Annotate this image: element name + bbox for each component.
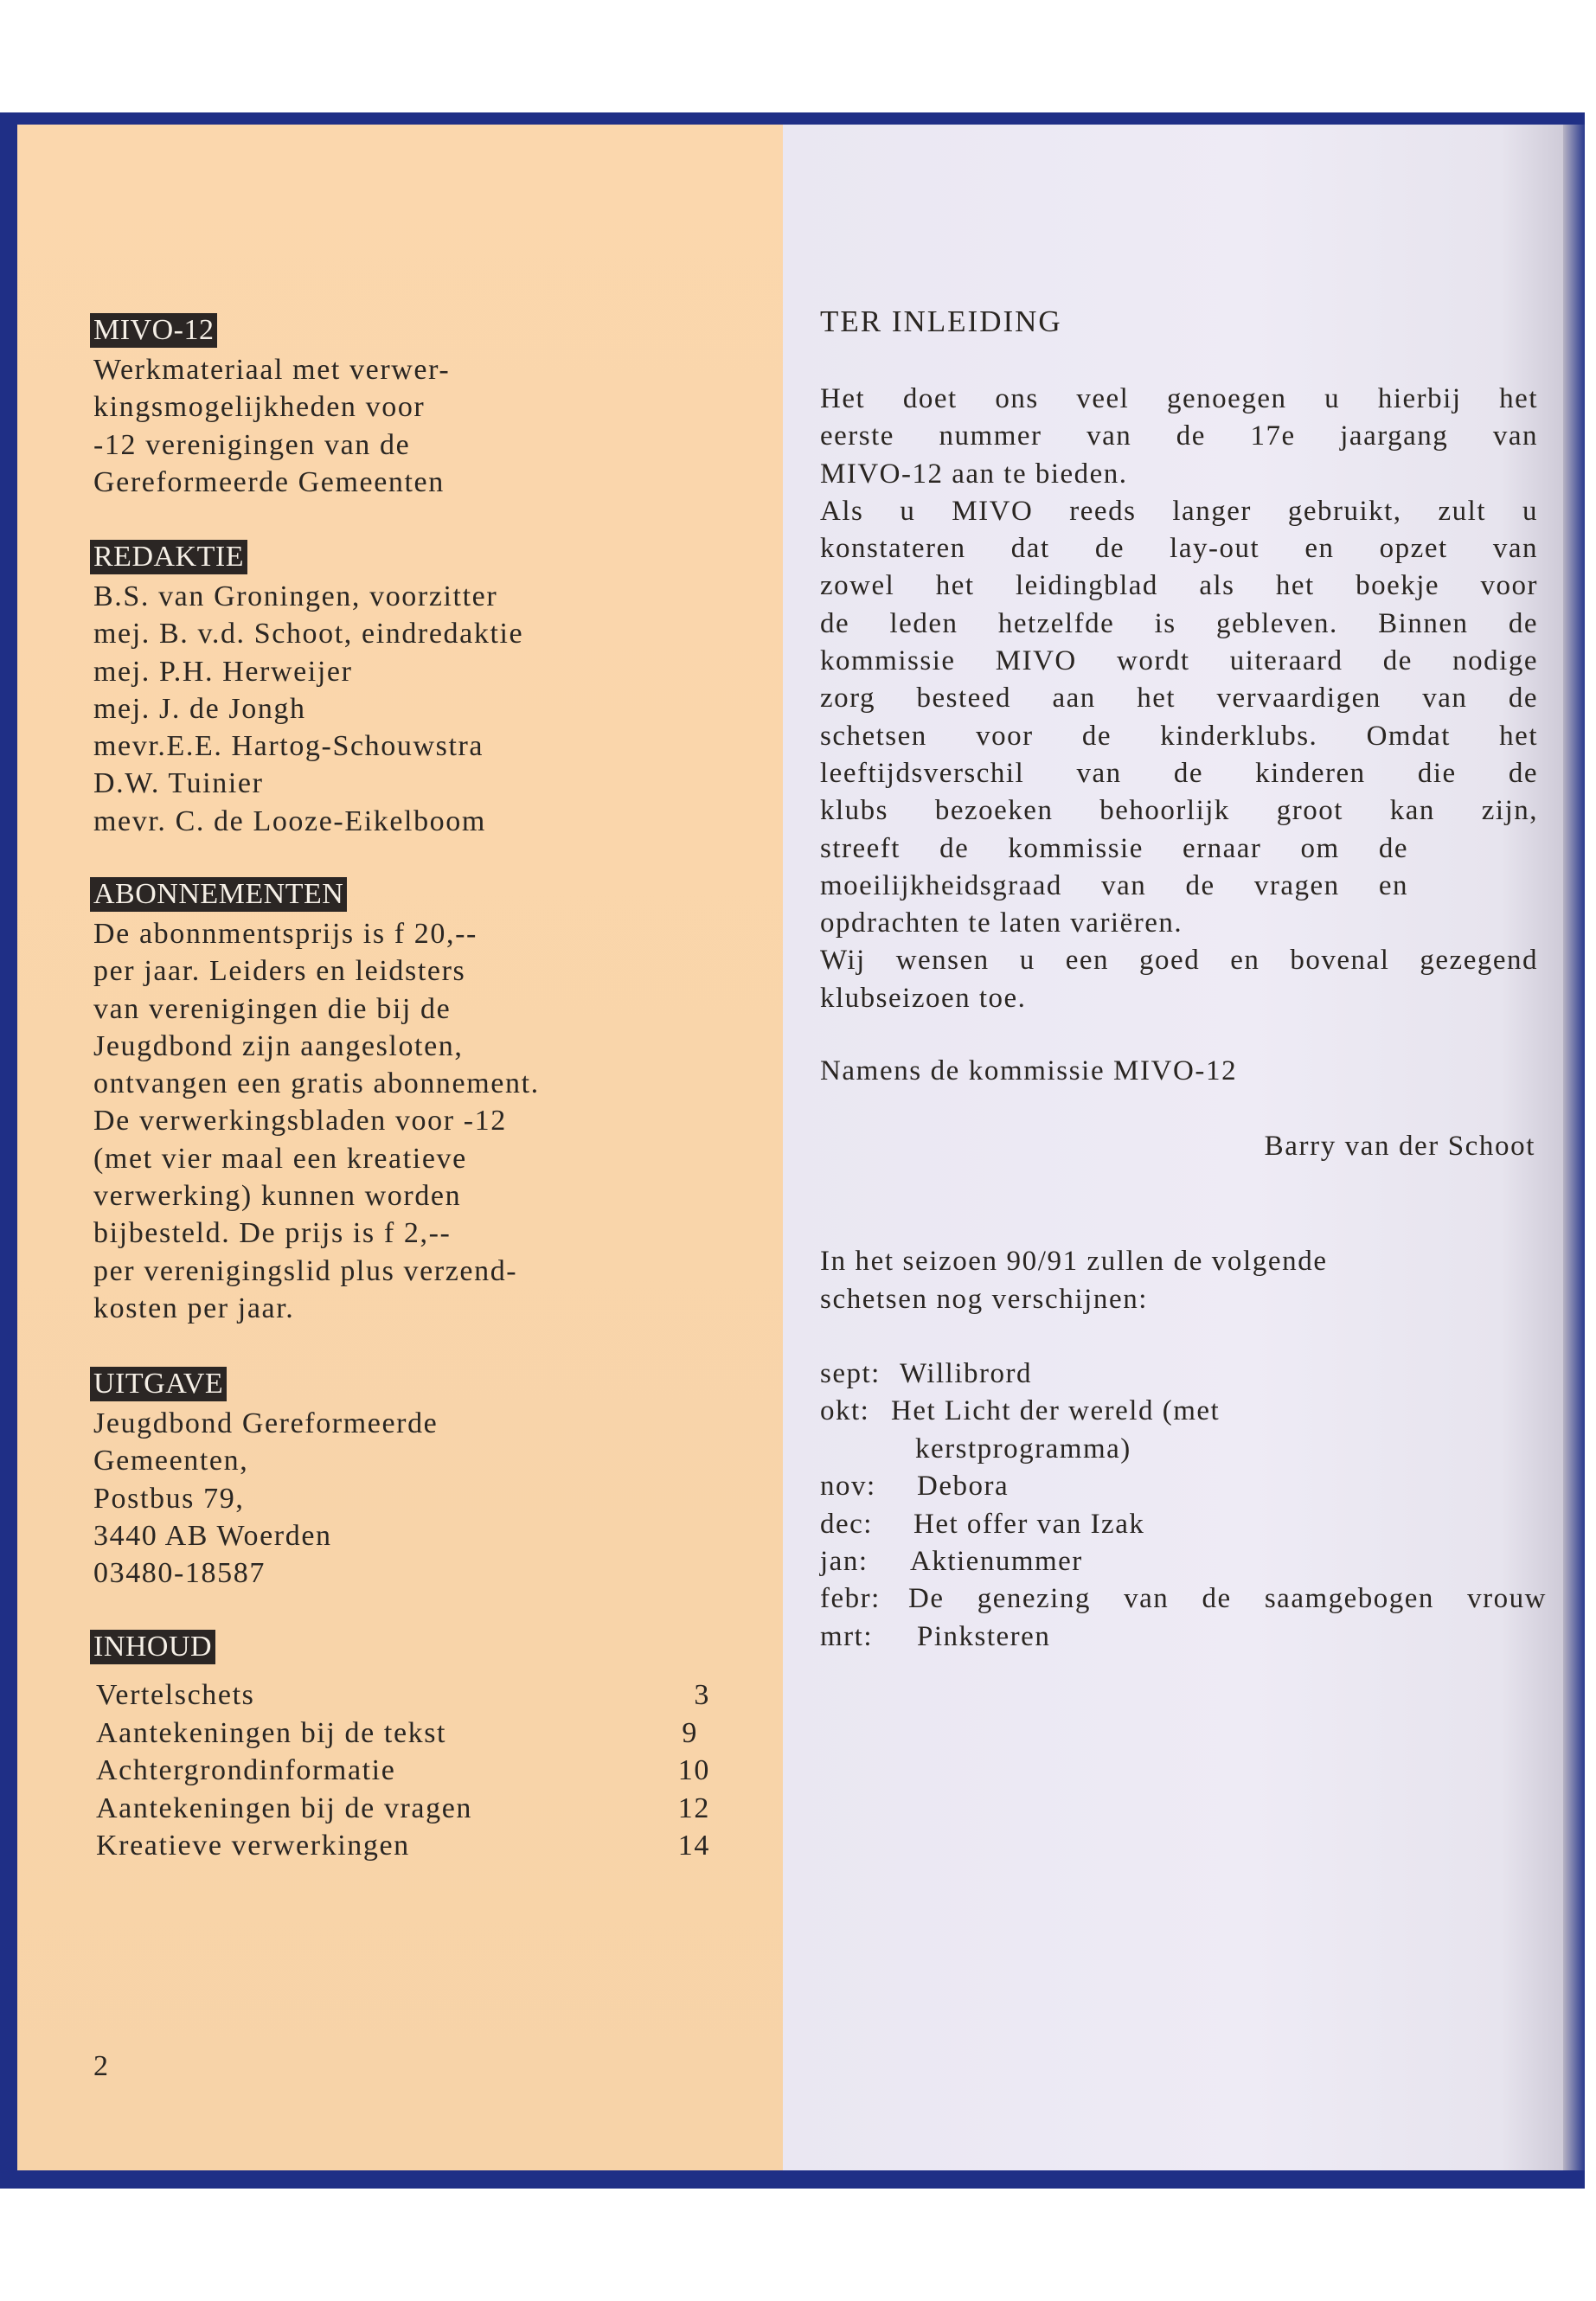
page-number: 2 xyxy=(93,2050,108,2082)
toc-row xyxy=(96,1715,710,1753)
intro-line: zowel het leidingblad als het boekje voor xyxy=(820,570,1538,602)
schedule-row xyxy=(820,1618,1547,1656)
signature-organisation: Namens de kommissie MIVO-12 xyxy=(820,1055,1238,1086)
intro-line: kommissie MIVO wordt uiteraard de nodige xyxy=(820,645,1538,677)
schedule-month: mrt: xyxy=(820,1620,873,1652)
intro-line: Als u MIVO reeds langer gebruikt, zult u xyxy=(820,495,1538,527)
abonnementen-line: ontvangen een gratis abonnement. xyxy=(93,1067,540,1100)
inhoud-heading: INHOUD xyxy=(90,1630,215,1664)
schedule-row xyxy=(820,1506,1547,1543)
redaktie-line: mevr. C. de Looze-Eikelboom xyxy=(93,804,486,837)
schedule-row xyxy=(820,1580,1547,1618)
intro-line: MIVO-12 aan te bieden. xyxy=(820,458,1128,490)
abonnementen-line: bijbesteld. De prijs is f 2,-- xyxy=(93,1217,452,1250)
toc-page: 10 xyxy=(677,1754,710,1786)
redaktie-line: mej. B. v.d. Schoot, eindredaktie xyxy=(93,618,524,651)
mivo-description xyxy=(93,351,450,501)
intro-line: Wij wensen u een goed en bovenal gezegend xyxy=(820,945,1538,977)
uitgave-line: 03480-18587 xyxy=(93,1557,266,1590)
abonnementen-heading: ABONNEMENTEN xyxy=(90,877,347,912)
abonnementen-line: verwerking) kunnen worden xyxy=(93,1180,462,1213)
toc-row xyxy=(96,1790,710,1828)
toc-title: Aantekeningen bij de tekst xyxy=(96,1716,447,1749)
redaktie-line: B.S. van Groningen, voorzitter xyxy=(93,580,498,612)
mivo-line: kingsmogelijkheden voor xyxy=(93,391,426,424)
schedule-month: febr: xyxy=(820,1583,881,1615)
season-intro xyxy=(820,1243,1328,1318)
uitgave-address xyxy=(93,1405,438,1592)
schedule-title-continued: kerstprogramma) xyxy=(915,1433,1131,1465)
table-of-contents xyxy=(96,1676,710,1865)
season-line: In het seizoen 90/91 zullen de volgende xyxy=(820,1246,1328,1277)
toc-row xyxy=(96,1752,710,1790)
toc-row xyxy=(96,1676,710,1715)
schedule-title: Het offer van Izak xyxy=(913,1508,1145,1540)
season-line: schetsen nog verschijnen: xyxy=(820,1283,1149,1315)
toc-title: Achtergrondinformatie xyxy=(96,1754,396,1786)
mivo-heading: MIVO-12 xyxy=(90,313,217,348)
uitgave-heading: UITGAVE xyxy=(90,1367,227,1401)
uitgave-line: Postbus 79, xyxy=(93,1482,245,1515)
schedule-row xyxy=(820,1468,1547,1505)
intro-line: Het doet ons veel genoegen u hierbij het xyxy=(820,383,1538,414)
abonnementen-text xyxy=(93,915,540,1327)
abonnementen-line: (met vier maal een kreatieve xyxy=(93,1142,467,1175)
redaktie-heading: REDAKTIE xyxy=(90,540,247,574)
toc-title: Aantekeningen bij de vragen xyxy=(96,1791,472,1824)
schedule-row xyxy=(820,1393,1547,1430)
abonnementen-line: De verwerkingsbladen voor -12 xyxy=(93,1105,507,1138)
schedule-month: okt: xyxy=(820,1395,870,1427)
redaktie-line: mej. P.H. Herweijer xyxy=(93,655,353,688)
schedule-title: De genezing van de saamgebogen vrouw xyxy=(908,1583,1547,1615)
intro-line: klubseizoen toe. xyxy=(820,982,1027,1014)
toc-page: 9 xyxy=(682,1716,698,1749)
schedule-month: dec: xyxy=(820,1508,873,1540)
mivo-line: Gereformeerde Gemeenten xyxy=(93,465,445,498)
intro-line: konstateren dat de lay-out en opzet van xyxy=(820,533,1538,565)
redaktie-line: D.W. Tuinier xyxy=(93,767,264,800)
toc-title: Vertelschets xyxy=(96,1679,255,1711)
intro-line: klubs bezoeken behoorlijk groot kan zijn, xyxy=(820,795,1538,827)
abonnementen-line: kosten per jaar. xyxy=(93,1292,295,1324)
abonnementen-line: Jeugdbond zijn aangesloten, xyxy=(93,1029,464,1062)
intro-line: zorg besteed aan het vervaardigen van de xyxy=(820,683,1538,715)
abonnementen-line: van verenigingen die bij de xyxy=(93,992,452,1025)
abonnementen-line: per jaar. Leiders en leidsters xyxy=(93,955,466,988)
mivo-line: Werkmateriaal met verwer- xyxy=(93,354,451,386)
intro-paragraph xyxy=(820,381,1538,1017)
schedule-month: sept: xyxy=(820,1358,881,1389)
schedule-title: Aktienummer xyxy=(910,1546,1083,1578)
uitgave-line: 3440 AB Woerden xyxy=(93,1519,332,1552)
uitgave-line: Gemeenten, xyxy=(93,1445,249,1477)
intro-line: eerste nummer van de 17e jaargang van xyxy=(820,420,1538,452)
schedule-row xyxy=(820,1543,1547,1580)
toc-title: Kreatieve verwerkingen xyxy=(96,1830,410,1862)
schedule-row xyxy=(820,1356,1547,1393)
mivo-line: -12 verenigingen van de xyxy=(93,428,411,461)
schedule-title: Debora xyxy=(917,1471,1010,1503)
toc-page: 3 xyxy=(694,1679,710,1711)
redaktie-line: mej. J. de Jongh xyxy=(93,692,306,725)
toc-row xyxy=(96,1827,710,1865)
intro-line: schetsen voor de kinderklubs. Omdat het xyxy=(820,720,1538,752)
intro-line: de leden hetzelfde is gebleven. Binnen de xyxy=(820,607,1538,639)
schedule-month: nov: xyxy=(820,1471,876,1503)
abonnementen-line: per verenigingslid plus verzend- xyxy=(93,1254,518,1287)
intro-line: opdrachten te laten variëren. xyxy=(820,907,1183,939)
abonnementen-line: De abonnmentsprijs is f 20,-- xyxy=(93,918,478,950)
toc-page: 12 xyxy=(677,1791,710,1824)
schedule-month: jan: xyxy=(820,1546,869,1578)
toc-page: 14 xyxy=(677,1830,710,1862)
uitgave-line: Jeugdbond Gereformeerde xyxy=(93,1407,439,1439)
intro-title: TER INLEIDING xyxy=(820,304,1062,338)
signature-name: Barry van der Schoot xyxy=(1264,1131,1535,1162)
redaktie-list xyxy=(93,578,523,840)
schedule-title: Willibrord xyxy=(900,1358,1032,1389)
intro-line: streeft de kommissie ernaar om de xyxy=(820,832,1408,864)
intro-line: leeftijdsverschil van de kinderen die de xyxy=(820,757,1538,789)
intro-line: moeilijkheidsgraad van de vragen en xyxy=(820,869,1408,901)
page-binding-edge xyxy=(1563,125,1585,2170)
schedule-title: Het Licht der wereld (met xyxy=(891,1395,1221,1427)
redaktie-line: mevr.E.E. Hartog-Schouwstra xyxy=(93,730,484,763)
schedule-list xyxy=(820,1356,1547,1656)
schedule-title: Pinksteren xyxy=(917,1620,1051,1652)
